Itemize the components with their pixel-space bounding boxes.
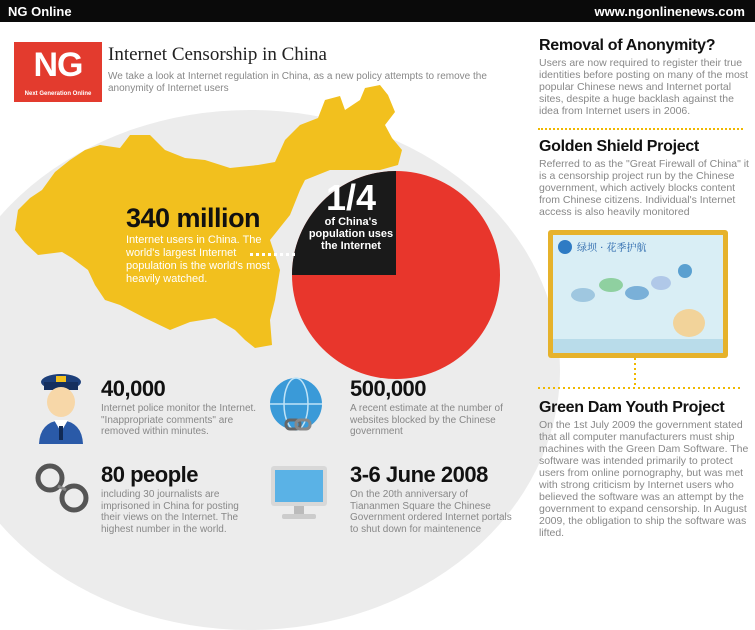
section-body: On the 1st July 2009 the government stated that all computer manufacturers must ship machines with the Green Dam Software. The software was intended primarily to protect users from online pornography, but was met with strong criticism by Internet users who believed the software was an attempt by the government to expand censorship. In August 2009, the obligation to ship the software was lifted. xyxy=(539,419,749,539)
internet-users-count: 340 million xyxy=(126,203,261,233)
brand-name: NG Online xyxy=(8,4,72,19)
stat-blocked-sites xyxy=(350,378,510,438)
section-title: Golden Shield Project xyxy=(539,138,699,155)
pie-label xyxy=(306,177,396,252)
section-anonymity xyxy=(539,37,749,117)
page-title: Internet Censorship in China xyxy=(108,44,327,65)
intro-text: We take a look at Internet regulation in China, as a new policy attempts to remove the anonymity of Internet users xyxy=(108,71,487,94)
section-golden-shield xyxy=(539,138,749,218)
stat-tiananmen xyxy=(350,464,515,535)
feature-icon xyxy=(651,276,671,290)
monitor-icon xyxy=(268,462,330,524)
software-window xyxy=(553,235,723,353)
section-body: Users are now required to register their true identities before posting on many of the most popular Chinese news and Internet portal sites, despite a huge backlash against the idea from Internet users in 2006. xyxy=(539,57,748,117)
section-body: Referred to as the "Great Firewall of China" it is a censorship project run by the Chinese government, which actively blocks content from Chinese citizens. Individual's Internet access is also heavily monitored xyxy=(539,158,749,218)
app-title: 绿坝 · 花季护航 xyxy=(577,243,647,254)
handcuffs-icon xyxy=(34,460,90,516)
section-green-dam xyxy=(539,399,749,539)
screenshot-connector xyxy=(538,358,743,390)
stat-desc: A recent estimate at the number of websites blocked by the Chinese government xyxy=(350,403,503,437)
section-title: Removal of Anonymity? xyxy=(539,37,716,54)
stat-imprisoned xyxy=(101,464,256,535)
stat-number: 500,000 xyxy=(350,376,427,401)
software-ui-graphic xyxy=(553,235,723,353)
stat-number: 40,000 xyxy=(101,376,166,401)
feature-icon xyxy=(625,286,649,300)
globe-chain-icon xyxy=(266,376,328,438)
police-officer-icon xyxy=(34,370,88,446)
feature-icon xyxy=(599,278,623,292)
stat-number: 80 people xyxy=(101,462,198,487)
feature-icon xyxy=(571,288,595,302)
app-logo-icon xyxy=(558,240,572,254)
pie-caption: of China's population uses the Internet xyxy=(308,216,394,252)
stat-desc: Internet police monitor the Internet. "Inappropriate comments" are removed within minutes. xyxy=(101,403,257,437)
china-map-graphic xyxy=(0,0,540,380)
logo-tagline: Next Generation Online xyxy=(24,91,92,97)
stat-desc: including 30 journalists are imprisoned in China for posting their views on the Internet. The highest number in the world. xyxy=(101,489,239,535)
section-title: Green Dam Youth Project xyxy=(539,399,725,416)
divider xyxy=(538,128,743,130)
site-url[interactable]: www.ngonlinenews.com xyxy=(594,4,745,19)
green-dam-screenshot xyxy=(548,230,728,358)
dotted-connector xyxy=(250,253,295,256)
rabbit-mascot-icon xyxy=(673,309,705,337)
internet-users-desc: Internet users in China. The world's largest Internet population is the world's most heavily watched. xyxy=(126,234,270,285)
logo-mark: NG xyxy=(33,46,83,84)
stat-desc: On the 20th anniversary of Tiananmen Square the Chinese Government ordered Internet portals to shut down for maintenence xyxy=(350,489,512,535)
pie-fraction: 1/4 xyxy=(325,177,377,218)
stat-police xyxy=(101,378,261,438)
feature-icon xyxy=(678,264,692,278)
stat-number: 3-6 June 2008 xyxy=(350,462,488,487)
